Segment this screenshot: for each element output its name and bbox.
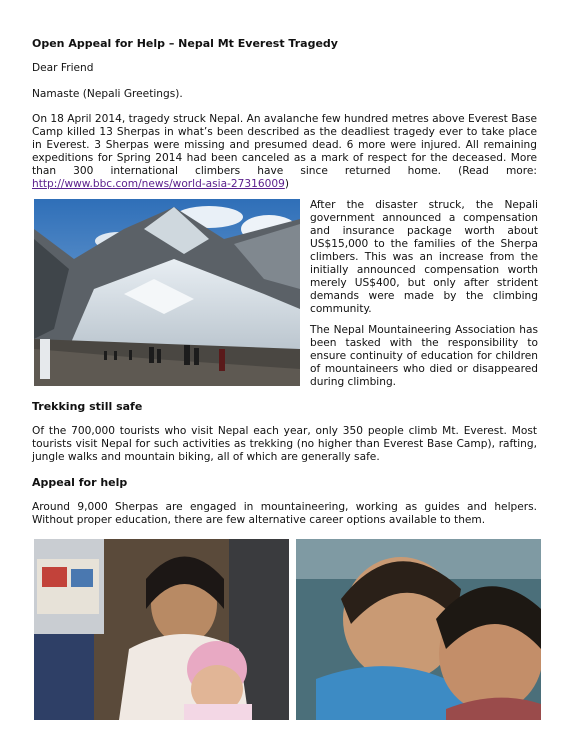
compensation-paragraph: After the disaster struck, the Nepali government announced a compensation and insurance package worth about US$15,000 to the families of the Sherpa climbers. This was an increase from the initially announced compensation worth merely US$400, but only after strident demands were made by the climbing community. <box>310 199 538 315</box>
namaste-line: Namaste (Nepali Greetings). <box>32 88 183 100</box>
trekking-heading: Trekking still safe <box>32 400 143 413</box>
everest-base-camp-photo <box>34 199 300 386</box>
bbc-news-link[interactable]: http://www.bbc.com/news/world-asia-27316009 <box>32 178 285 190</box>
appeal-heading: Appeal for help <box>32 476 128 489</box>
mother-and-baby-photo <box>34 539 289 720</box>
association-paragraph: The Nepal Mountaineering Association has been tasked with the responsibility to ensure continuity of education for children of mountaineers who died or disappeared during climbing. <box>310 324 538 388</box>
letter-title: Open Appeal for Help – Nepal Mt Everest Tragedy <box>32 37 338 50</box>
intro-paragraph <box>32 113 537 191</box>
appeal-paragraph: Around 9,000 Sherpas are engaged in mountaineering, working as guides and helpers. Without proper education, there are few alternative career options available to them. <box>32 501 537 526</box>
intro-text: On 18 April 2014, tragedy struck Nepal. An avalanche few hundred metres above Everest Base Camp killed 13 Sherpas in what’s been described as the deadliest tragedy ever to take place in Everest. 3 Sherpas were missing and presumed dead. 6 more were injured. All remaining expeditions for Spring 2014 had been canceled as a mark of respect for the deceased. More than 300 international climbers have since returned home. (Read more: <box>32 113 537 177</box>
intro-closing: ) <box>284 178 289 190</box>
children-photo <box>296 539 541 720</box>
greeting: Dear Friend <box>32 62 94 74</box>
trekking-paragraph: Of the 700,000 tourists who visit Nepal each year, only 350 people climb Mt. Everest. Most tourists visit Nepal for such activities as trekking (no higher than Everest Base Camp), rafting, jungle walks and mountain biking, all of which are generally safe. <box>32 425 537 463</box>
